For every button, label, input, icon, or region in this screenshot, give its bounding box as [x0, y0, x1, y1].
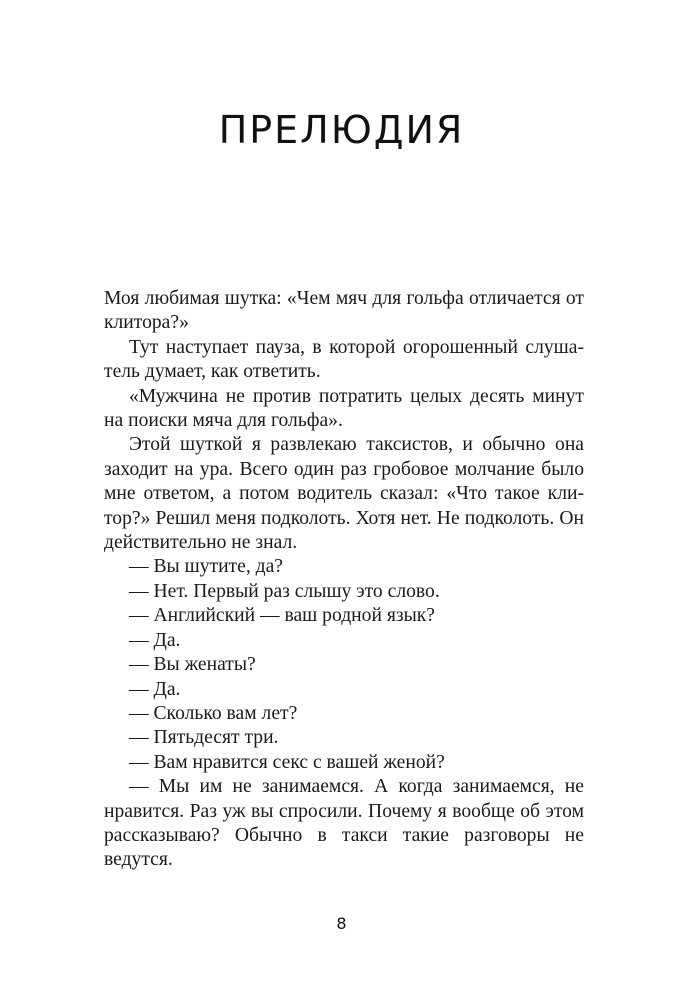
dialogue-line: — Английский — ваш родной язык?	[129, 605, 435, 627]
dialogue-line: — Нет. Первый раз слышу это слово.	[129, 580, 440, 602]
chapter-title: ПРЕЛЮДИЯ	[218, 108, 465, 152]
page-number: 8	[336, 914, 347, 933]
dialogue-line: — Мы им не занимаемся. А когда занимаемся, не нравится. Раз уж вы спросили. Почему я вообще об этом рассказываю? Обычно в такси такие разговоры не ведутся.	[104, 776, 584, 871]
dialogue-line: — Вы женаты?	[129, 654, 256, 676]
paragraph: «Мужчина не против потратить целых десять минут на поиски мяча для гольфа».	[104, 385, 584, 432]
dialogue-line: — Сколько вам лет?	[129, 702, 298, 724]
dialogue-line: — Вам нравится секс с вашей женой?	[129, 751, 445, 773]
body-text	[104, 287, 584, 873]
paragraph: Тут наступает пауза, в которой огорошенный слушатель думает, как ответить.	[104, 336, 584, 383]
dialogue-line: — Вы шутите, да?	[129, 556, 283, 578]
dialogue-line: — Пятьдесят три.	[129, 727, 279, 749]
dialogue-line: — Да.	[129, 629, 181, 651]
paragraph: Моя любимая шутка: «Чем мяч для гольфа отличается от клитора?»	[104, 288, 584, 334]
paragraph: Этой шуткой я развлекаю таксистов, и обычно она заходит на ура. Всего один раз гробовое молчание было мне ответом, а потом водитель сказал: «Что такое клитор?» Решил меня подколоть. Хотя нет. Не подколоть. Он действительно не знал.	[104, 434, 584, 554]
dialogue-line: — Да.	[129, 678, 181, 700]
